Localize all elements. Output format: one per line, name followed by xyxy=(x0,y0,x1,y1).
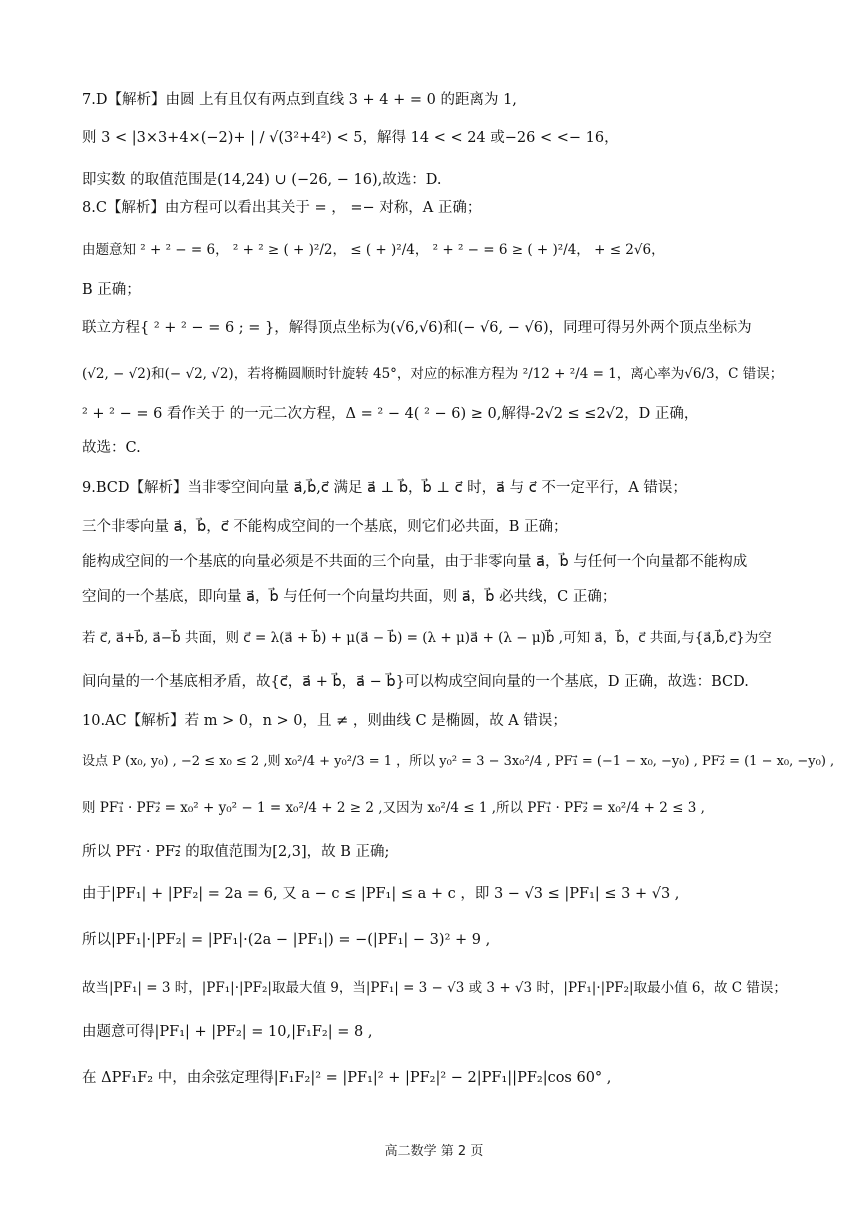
text-line: 间向量的一个基底相矛盾，故{c⃗，a⃗ + b⃗，a⃗ − b⃗}可以构成空间向量的一个基底，D 正确，故选：BCD. xyxy=(82,674,749,690)
text-line: 联立方程{ ² + ² − = 6 ; = }，解得顶点坐标为(√6,√6)和(− √6, − √6)，同理可得另外两个顶点坐标为 xyxy=(82,320,752,336)
text-line: 故当|PF₁| = 3 时，|PF₁|·|PF₂|取最大值 9，当|PF₁| = 3 − √3 或 3 + √3 时，|PF₁|·|PF₂|取最小值 6，故 C 错误； xyxy=(82,980,787,996)
text-line: 设点 P (x₀, y₀) , −2 ≤ x₀ ≤ 2 ,则 x₀²/4 + y₀²/3 = 1 ，所以 y₀² = 3 − 3x₀²/4 , PF₁⃗ = (−1 − x₀, −y₀) , PF₂⃗ = (1 − x₀, −y₀) , xyxy=(82,754,835,769)
text-line: 9.BCD【解析】当非零空间向量 a⃗,b⃗,c⃗ 满足 a⃗ ⊥ b⃗，b⃗ ⊥ c⃗ 时，a⃗ 与 c⃗ 不一定平行，A 错误； xyxy=(82,480,687,496)
text-line: 即实数 的取值范围是(14,24) ∪ (−26, − 16),故选：D. xyxy=(82,172,442,188)
page-footer: 高二数学 第 2 页 xyxy=(384,1144,484,1159)
text-line: 若 c⃗, a⃗+b⃗, a⃗−b⃗ 共面，则 c⃗ = λ(a⃗ + b⃗) + μ(a⃗ − b⃗) = (λ + μ)a⃗ + (λ − μ)b⃗ ,可知 a⃗，b⃗，c⃗ 共面,与{a⃗,b⃗,c⃗}为空 xyxy=(82,630,772,646)
text-line: 则 PF₁⃗ · PF₂⃗ = x₀² + y₀² − 1 = x₀²/4 + 2 ≥ 2 ,又因为 x₀²/4 ≤ 1 ,所以 PF₁⃗ · PF₂⃗ = x₀²/4 + 2 ≤ 3 , xyxy=(82,800,705,816)
text-line: 所以|PF₁|·|PF₂| = |PF₁|·(2a − |PF₁|) = −(|PF₁| − 3)² + 9 , xyxy=(82,932,491,948)
text-line: ² + ² − = 6 看作关于 的一元二次方程，Δ = ² − 4( ² − 6) ≥ 0,解得-2√2 ≤ ≤2√2，D 正确， xyxy=(82,406,699,422)
text-line: 由题意知 ² + ² − = 6， ² + ² ≥ ( + )²/2， ≤ ( + )²/4， ² + ² − = 6 ≥ ( + )²/4， + ≤ 2√6， xyxy=(82,242,665,258)
text-line: 在 ΔPF₁F₂ 中，由余弦定理得|F₁F₂|² = |PF₁|² + |PF₂|² − 2|PF₁||PF₂|cos 60° , xyxy=(82,1070,612,1086)
text-line: 所以 PF₁⃗ · PF₂⃗ 的取值范围为[2,3]，故 B 正确; xyxy=(82,844,390,860)
text-line: 则 3 < |3×3+4×(−2)+ | / √(3²+4²) < 5，解得 14 < < 24 或−26 < <− 16， xyxy=(82,130,619,146)
text-line: (√2, − √2)和(− √2, √2)，若将椭圆顺时针旋转 45°，对应的标准方程为 ²/12 + ²/4 = 1，离心率为√6/3，C 错误； xyxy=(82,366,784,382)
text-line: 8.C【解析】由方程可以看出其关于 = ， =− 对称，A 正确； xyxy=(82,200,482,216)
text-line: 故选：C. xyxy=(82,440,141,456)
text-line: 10.AC【解析】若 m > 0，n > 0，且 ≠ ，则曲线 C 是椭圆，故 A 错误； xyxy=(82,713,567,729)
text-line: 能构成空间的一个基底的向量必须是不共面的三个向量，由于非零向量 a⃗，b⃗ 与任何一个向量都不能构成 xyxy=(82,554,748,570)
text-line: 空间的一个基底，即向量 a⃗，b⃗ 与任何一个向量均共面，则 a⃗，b⃗ 必共线，C 正确； xyxy=(82,589,617,605)
text-line: 7.D【解析】由圆 上有且仅有两点到直线 3 + 4 + = 0 的距离为 1, xyxy=(82,92,517,108)
text-line: 由题意可得|PF₁| + |PF₂| = 10,|F₁F₂| = 8 , xyxy=(82,1024,373,1040)
text-line: B 正确； xyxy=(82,282,141,298)
text-line: 三个非零向量 a⃗，b⃗，c⃗ 不能构成空间的一个基底，则它们必共面，B 正确； xyxy=(82,519,568,535)
text-line: 由于|PF₁| + |PF₂| = 2a = 6, 又 a − c ≤ |PF₁| ≤ a + c ，即 3 − √3 ≤ |PF₁| ≤ 3 + √3 , xyxy=(82,886,680,902)
